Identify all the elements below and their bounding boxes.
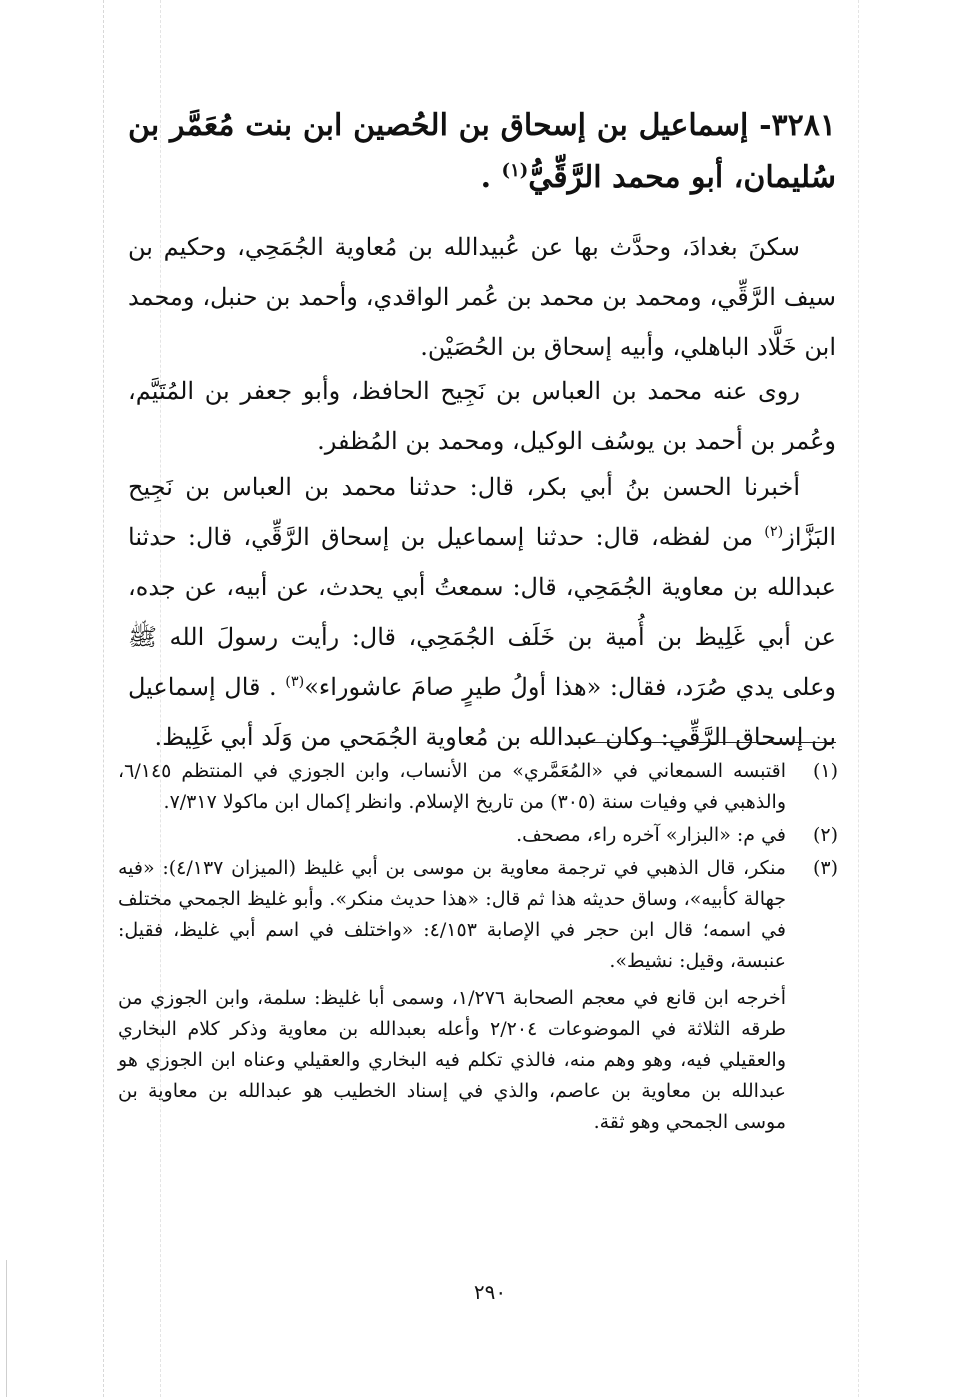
footnote-text: منكر، قال الذهبي في ترجمة معاوية بن موسى بن أبي غليظ (الميزان ٤/١٣٧): «فيه جهالة كأبيه»، وساق حديثه هذا ثم قال: «هذا حديث منكر». وأبو غليظ الجمحي مختلف في اسمه؛ قال ابن حجر في الإصابة ٤/١٥٣: «واختلف في اسم أبي غليظ، فقيل: عنبسة، وقيل: نشيط». [118,857,786,972]
paragraph-text: من لفظه، قال: حدثنا إسماعيل بن إسحاق الرَّقِّي، قال: حدثنا عبدالله بن معاوية الجُمَحِي، قال: سمعتُ أبي يحدث، عن أبيه، عن جده، عن أبي غَلِيظ بن أُمية بن خَلَف الجُمَحِي، قال: رأيت رسولَ الله ﷺ وعلى يدي صُرَد، فقال: «هذا أولُ طيرٍ صامَ عاشوراء» [128,523,836,701]
footnote-ref: (٢) [764,524,784,540]
footnote-text: في م: «البزار» آخره راء، مصحف. [516,824,786,846]
scan-artifact-line [858,0,859,1397]
heading-text: ٣٢٨١- إسماعيل بن إسحاق بن الحُصين ابن بنت مُعَمَّر بن سُليمان، أبو محمد الرَّقِّيُّ [128,108,836,195]
paragraph-text: سكنَ بغدادَ، وحدَّث بها عن عُبيدالله بن مُعاوية الجُمَحِي، وحكيم بن سيف الرَّقِّي، ومحمد بن محمد بن عُمر الواقدي، وأحمد بن حنبل، ومحمد ابن خَلَّاد الباهلي، وأبيه إسحاق بن الحُصَيْن. [128,233,836,361]
footnote-number: (١) [812,760,838,782]
paragraph [128,366,836,466]
paragraph [128,222,836,372]
entry-heading [128,100,836,204]
paragraph-text: روى عنه محمد بن العباس بن نَجِيح الحافظ، وأبو جعفر بن المُتَيَّم، وعُمر بن أحمد بن يوسُف الوكيل، ومحمد بن المُظفر. [128,377,836,455]
footnote-ref: (١) [501,160,529,181]
scan-artifact-line [103,0,104,1397]
paragraph-text: أخبرنا الحسن بنُ أبي بكر، قال: حدثنا محمد بن العباس بن نَجِيح البَزَّاز [128,473,836,551]
footnote-separator [574,742,836,743]
scan-artifact-line [6,1260,7,1397]
footnote [118,853,838,977]
footnote-continuation: أخرجه ابن قانع في معجم الصحابة ١/٢٧٦، وسمى أبا غليظ: سلمة، وابن الجوزي من طرقه الثلاثة في الموضوعات ٢/٢٠٤ وأعله بعبدالله بن معاوية وذكر كلام البخاري والعقيلي فيه، وهو وهم منه، فالذي تكلم فيه البخاري والعقيلي وعناه ابن الجوزي هو عبدالله بن معاوية بن عاصم، والذي في إسناد الخطيب هو عبدالله بن معاوية بن موسى الجمحي وهو ثقة. [118,987,786,1133]
footnote [118,756,838,818]
footnotes [118,756,838,1138]
paragraph [128,462,836,762]
paragraph-text: . قال إسماعيل بن إسحاق الرَّقِّي: وكان عبدالله بن مُعاوية الجُمَحي من وَلَد أبي غَلِيظ. [128,673,836,751]
footnote [118,820,838,851]
footnote-number: (٢) [812,824,838,846]
heading-end: . [480,160,502,195]
page-number: ٢٩٠ [473,1280,507,1304]
footnote-text: اقتبسه السمعاني في «المُعَمَّري» من الأنساب، وابن الجوزي في المنتظم ٦/١٤٥، والذهبي في وفيات سنة (٣٠٥) من تاريخ الإسلام. وانظر إكمال ابن ماكولا ٧/٣١٧. [118,760,786,813]
footnote-ref: (٣) [285,674,305,690]
footnote-number: (٣) [812,857,838,879]
